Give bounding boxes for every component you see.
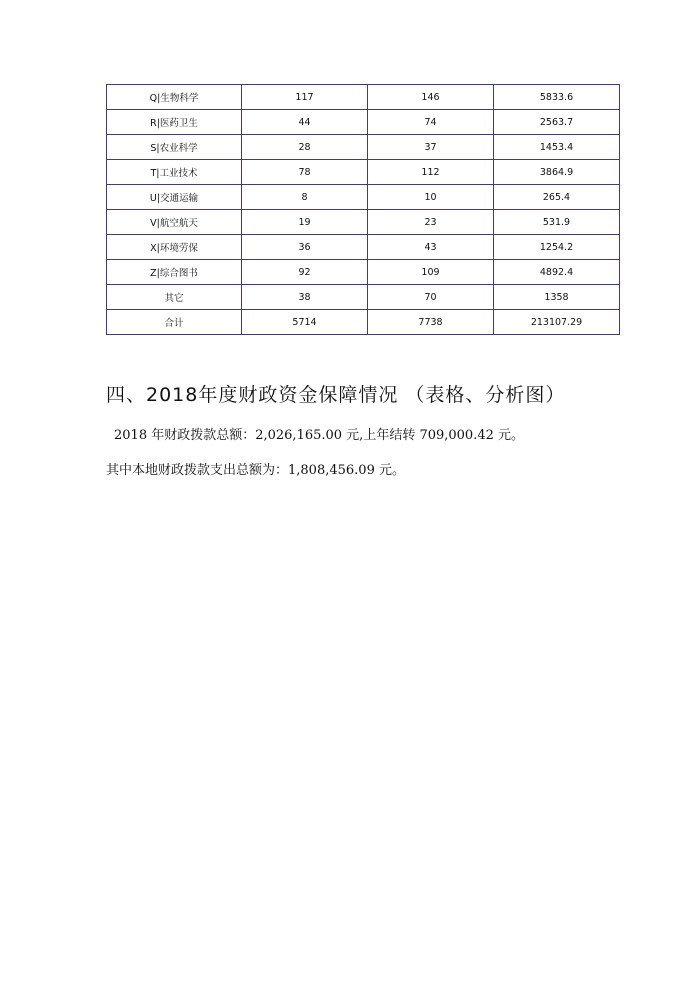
value-cell-1: 36 [242, 235, 368, 260]
value-cell-1: 8 [242, 185, 368, 210]
category-cell: U|交通运输 [107, 185, 242, 210]
category-cell: Z|综合图书 [107, 260, 242, 285]
value-cell-2: 109 [368, 260, 494, 285]
value-cell-3: 5833.6 [494, 85, 620, 110]
category-cell: S|农业科学 [107, 135, 242, 160]
value-cell-3: 265.4 [494, 185, 620, 210]
value-cell-2: 7738 [368, 310, 494, 335]
value-cell-2: 112 [368, 160, 494, 185]
value-cell-2: 37 [368, 135, 494, 160]
table-body [107, 85, 620, 335]
table-row [107, 160, 620, 185]
value-cell-1: 19 [242, 210, 368, 235]
value-cell-2: 70 [368, 285, 494, 310]
section-heading: 四、2018年度财政资金保障情况 （表格、分析图） [106, 384, 566, 406]
table-row [107, 135, 620, 160]
value-cell-1: 117 [242, 85, 368, 110]
category-cell: R|医药卫生 [107, 110, 242, 135]
value-cell-3: 1358 [494, 285, 620, 310]
value-cell-1: 92 [242, 260, 368, 285]
category-cell: 其它 [107, 285, 242, 310]
funding-total-paragraph: 2018 年财政拨款总额：2,026,165.00 元,上年结转 709,000.42 元。 [114, 428, 525, 443]
category-cell: V|航空航天 [107, 210, 242, 235]
funding-table [106, 84, 620, 335]
table-row [107, 310, 620, 335]
category-cell: 合计 [107, 310, 242, 335]
category-cell: X|环境劳保 [107, 235, 242, 260]
category-cell: Q|生物科学 [107, 85, 242, 110]
value-cell-1: 78 [242, 160, 368, 185]
value-cell-1: 5714 [242, 310, 368, 335]
category-cell: T|工业技术 [107, 160, 242, 185]
value-cell-2: 146 [368, 85, 494, 110]
value-cell-3: 213107.29 [494, 310, 620, 335]
value-cell-1: 44 [242, 110, 368, 135]
table-row [107, 110, 620, 135]
value-cell-3: 4892.4 [494, 260, 620, 285]
value-cell-2: 23 [368, 210, 494, 235]
value-cell-3: 3864.9 [494, 160, 620, 185]
value-cell-1: 38 [242, 285, 368, 310]
table-row [107, 235, 620, 260]
table-row [107, 85, 620, 110]
value-cell-1: 28 [242, 135, 368, 160]
value-cell-2: 74 [368, 110, 494, 135]
table-row [107, 260, 620, 285]
local-expenditure-paragraph: 其中本地财政拨款支出总额为：1,808,456.09 元。 [106, 463, 405, 478]
table-row [107, 185, 620, 210]
value-cell-2: 43 [368, 235, 494, 260]
value-cell-2: 10 [368, 185, 494, 210]
value-cell-3: 1254.2 [494, 235, 620, 260]
table-row [107, 210, 620, 235]
value-cell-3: 531.9 [494, 210, 620, 235]
value-cell-3: 2563.7 [494, 110, 620, 135]
table-row [107, 285, 620, 310]
value-cell-3: 1453.4 [494, 135, 620, 160]
